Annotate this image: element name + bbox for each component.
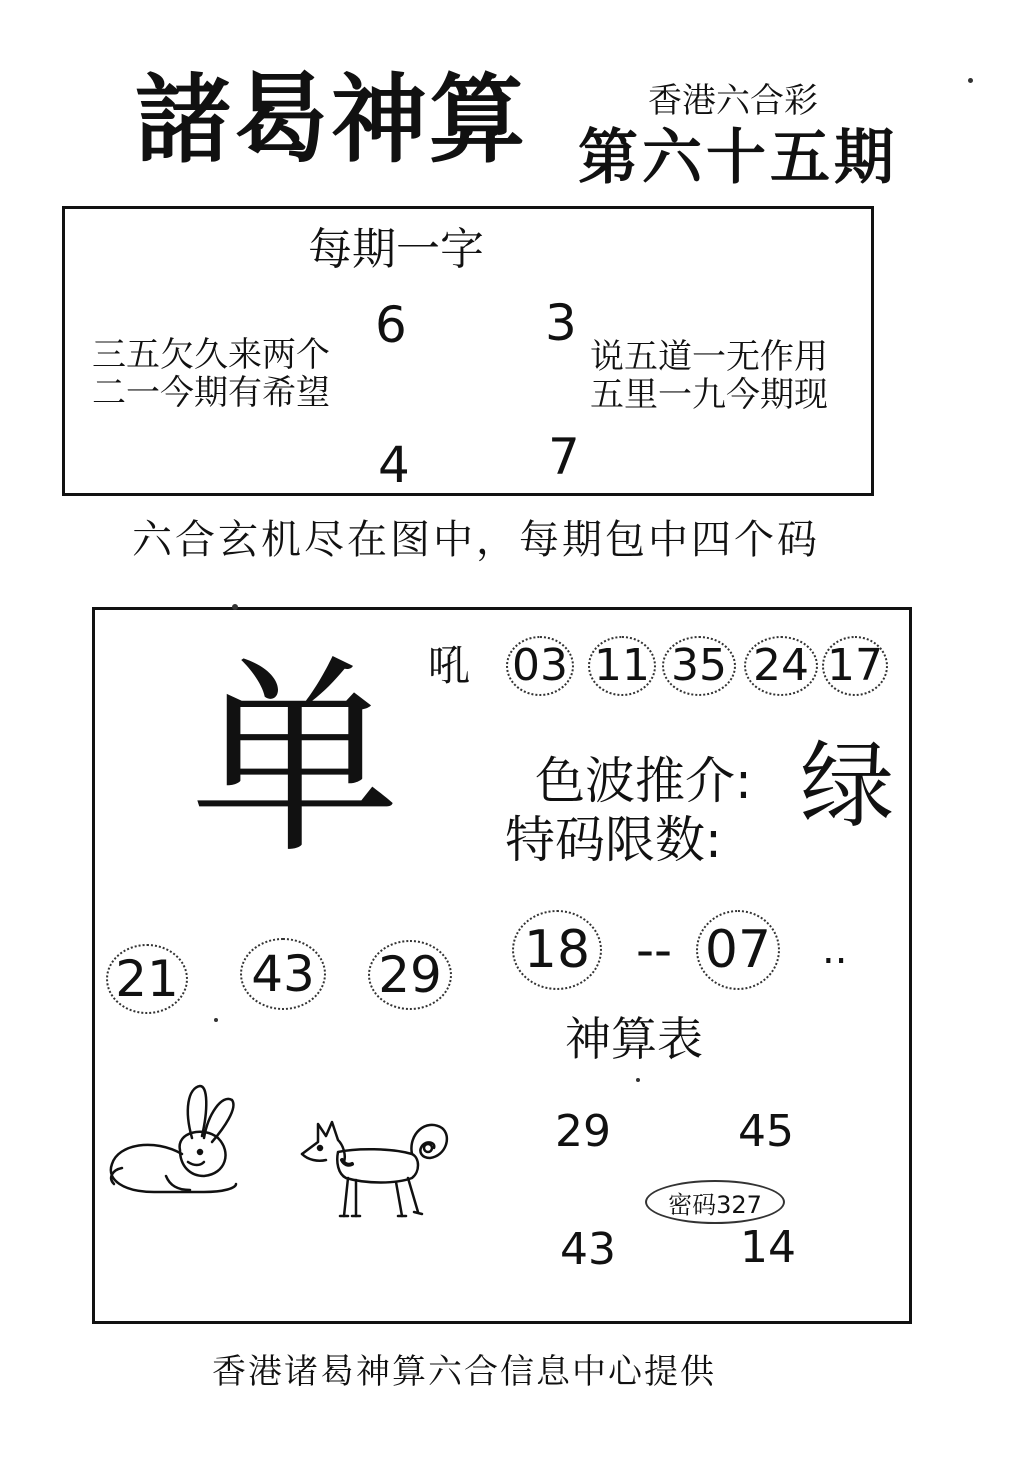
- roar-number: 17: [822, 636, 888, 696]
- speck: [214, 1018, 218, 1022]
- poem-right-line-2: 五里一九今期现: [590, 375, 828, 415]
- poem-left-line-1: 三五欠久来两个: [92, 335, 330, 375]
- circled-number: 29: [368, 940, 452, 1010]
- digit-bottom-left: 4: [378, 436, 410, 494]
- speck: [968, 78, 973, 83]
- circled-number: 43: [240, 938, 326, 1010]
- page-title: 諸曷神算: [135, 64, 527, 176]
- top-box-heading: 每期一字: [308, 224, 484, 275]
- speck: [636, 1078, 640, 1082]
- roar-number: 03: [506, 636, 574, 696]
- issue-number: 第六十五期: [578, 123, 898, 193]
- color-label: 色波推介:: [535, 752, 752, 810]
- digit-top-left: 6: [375, 296, 407, 354]
- special-range-separator: --: [636, 921, 673, 979]
- table-number: 14: [740, 1222, 796, 1273]
- secret-code-badge: 密码327: [645, 1180, 785, 1224]
- roar-number: 24: [744, 636, 818, 696]
- subtitle: 香港六合彩: [648, 81, 818, 121]
- poem-left-line-2: 二一今期有希望: [92, 373, 330, 413]
- table-number: 29: [555, 1106, 611, 1157]
- color-value: 绿: [800, 732, 895, 841]
- special-range-start: 18: [512, 910, 602, 990]
- digit-top-right: 3: [545, 294, 577, 352]
- circled-number: 21: [106, 944, 188, 1014]
- speck: [232, 604, 238, 610]
- big-character: 单: [190, 637, 401, 882]
- footer-credit: 香港诸曷神算六合信息中心提供: [212, 1352, 716, 1392]
- rabbit-icon: [104, 1080, 244, 1200]
- roar-number: 35: [662, 636, 736, 696]
- table-number: 45: [738, 1106, 794, 1157]
- poem-left: [92, 336, 330, 412]
- tagline: 六合玄机尽在图中，每期包中四个码: [132, 517, 820, 563]
- special-range-end: 07: [696, 910, 780, 990]
- digit-bottom-right: 7: [548, 428, 580, 486]
- table-title: 神算表: [565, 1012, 703, 1066]
- trailing-dots: ..: [822, 927, 848, 973]
- roar-number: 11: [588, 636, 656, 696]
- dog-icon: [296, 1112, 452, 1224]
- special-label: 特码限数:: [505, 811, 722, 869]
- table-number: 43: [560, 1224, 616, 1275]
- poem-right-line-1: 说五道一无作用: [590, 337, 828, 377]
- roar-label: 吼: [428, 641, 471, 690]
- poem-right: [590, 338, 828, 414]
